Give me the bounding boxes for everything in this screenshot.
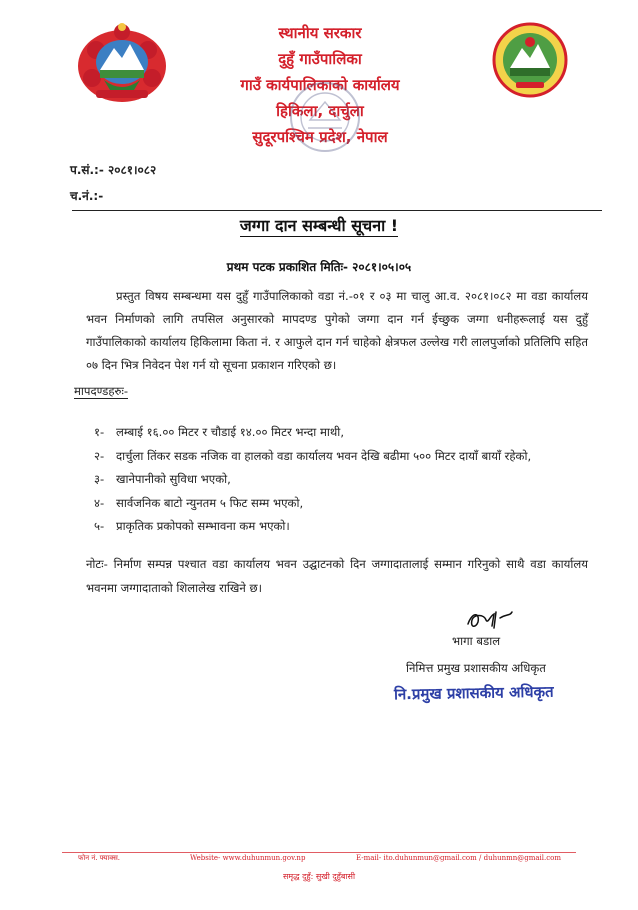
footer-email: E-mail- ito.duhunmun@gmail.com / duhunmn@gmail.com bbox=[356, 854, 562, 862]
criteria-text: खानेपानीको सुविधा भएको, bbox=[116, 472, 231, 486]
header-line-3: गाउँ कार्यपालिकाको कार्यालय bbox=[240, 76, 400, 94]
criteria-heading-text: मापदण्डहरुः- bbox=[74, 384, 129, 398]
footer-website: Website- www.duhunmun.gov.np bbox=[190, 854, 306, 862]
criteria-text: दार्चुला तिंकर सडक नजिक वा हालको वडा कार्यालय भवन देखि बढीमा ५०० मिटर दायाँ बायाँ रहेको, bbox=[116, 448, 532, 463]
criteria-text: सार्वजनिक बाटो न्युनतम ५ फिट सम्म भएको, bbox=[116, 495, 304, 510]
header-line-1: स्थानीय सरकार bbox=[278, 24, 362, 42]
header-line-4: हिकिला, दार्चुला bbox=[276, 102, 364, 120]
header-line-2: दुहुँ गाउँपालिका bbox=[278, 50, 362, 68]
criteria-number: १- bbox=[94, 425, 105, 439]
criteria-number: २- bbox=[94, 448, 105, 463]
criteria-number: ३- bbox=[94, 472, 105, 486]
footer-divider bbox=[62, 852, 576, 853]
criteria-item bbox=[94, 421, 614, 445]
criteria-list bbox=[94, 421, 614, 539]
notice-body bbox=[86, 285, 588, 377]
footer-slogan: समृद्ध दुहुँ: सुखी दुहुँबासी bbox=[282, 872, 356, 881]
criteria-item bbox=[94, 492, 614, 516]
header-divider bbox=[72, 210, 602, 211]
notice-title bbox=[0, 214, 638, 236]
nepal-emblem-icon bbox=[74, 20, 170, 104]
notice-body-text: प्रस्तुत विषय सम्बन्धमा यस दुहुँ गाउँपालिकाको वडा नं.-०१ र ०३ मा चालु आ.व. २०८१।०८२ मा वडा कार्यालय भवन निर्माणको लागि तपसिल अनुसारको मापदण्ड पुगेको जग्गा दान गर्न ईच्छुक जग्गा धनीहरूलाई यस दुहुँ गाउँपालिकाको कार्यालय हिकिलामा किता नं. र आफुले दान गर्न चाहेको क्षेत्रफल उल्लेख गरी लालपुर्जाको प्रतिलिपि सहित ०७ दिन भित्र निवेदन पेश गर्न यो सूचना प्रकाशन गरिएको छ। bbox=[86, 289, 588, 372]
criteria-item bbox=[94, 515, 614, 539]
signature-icon bbox=[462, 606, 518, 632]
office-seal-icon bbox=[288, 80, 362, 154]
dispatch-number: च.नं.:- bbox=[70, 189, 104, 203]
municipality-logo-icon bbox=[490, 20, 570, 98]
designation-stamp: नि.प्रमुख प्रशासकीय अधिकृत bbox=[393, 682, 554, 704]
criteria-text: लम्बाई १६.०० मिटर र चौडाई १४.०० मिटर भन्दा माथी, bbox=[116, 425, 344, 439]
notice-title-text: जग्गा दान सम्बन्धी सूचना ! bbox=[239, 216, 399, 235]
letter-number: प.सं.:- २०८१।०८२ bbox=[70, 163, 157, 177]
header-line-5: सुदूरपश्चिम प्रदेश, नेपाल bbox=[252, 128, 388, 146]
criteria-text: प्राकृतिक प्रकोपको सम्भावना कम भएको। bbox=[116, 519, 290, 533]
notice-note: नोटः- निर्माण सम्पन्न पश्चात वडा कार्यालय भवन उद्घाटनको दिन जग्गादातालाई सम्मान गरिनुको साथै वडा कार्यालय भवनमा जग्गादाताको शिलालेख राखिने छ। bbox=[86, 557, 588, 595]
criteria-item bbox=[94, 468, 614, 492]
footer-phone: फोन नं. फ्याक्स. bbox=[78, 854, 121, 862]
criteria-number: ४- bbox=[94, 495, 105, 510]
criteria-number: ५- bbox=[94, 519, 105, 533]
criteria-heading bbox=[74, 384, 128, 399]
signer-title: निमित्त प्रमुख प्रशासकीय अधिकृत bbox=[406, 661, 546, 675]
signer-name: भागा बडाल bbox=[452, 634, 501, 648]
criteria-item bbox=[94, 445, 614, 469]
published-date: प्रथम पटक प्रकाशित मितिः- २०८१।०५।०५ bbox=[226, 260, 412, 274]
